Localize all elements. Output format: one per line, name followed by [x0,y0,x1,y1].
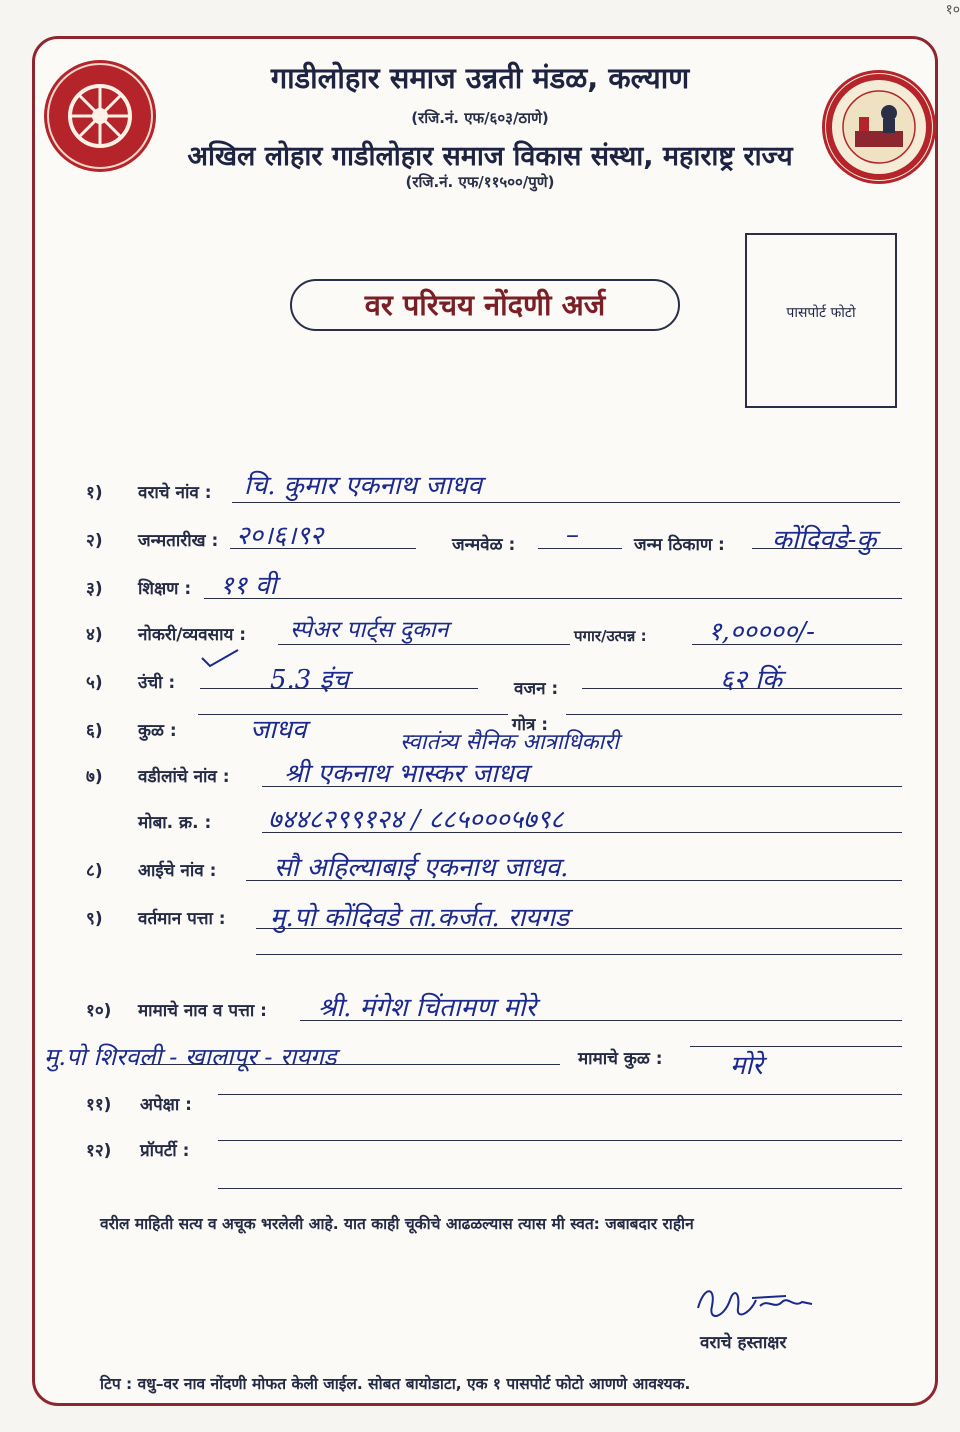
mobile-label: मोबा. क्र. : [138,813,212,833]
income-value: १,०००००/- [708,617,815,647]
maternal-clan-value: मोरे [730,1051,763,1081]
birth-date-label: जन्मतारीख : [138,531,219,551]
photo-box-label: पासपोर्ट फोटो [786,305,856,321]
birth-time-value: – [566,520,579,550]
occupation-value: स्पेअर पार्ट्स दुकान [290,617,449,643]
field-number: ६) [86,721,103,741]
address-line-2 [256,954,902,955]
groom-signature [690,1278,820,1328]
birth-place-value: कोंदिवडे-कु [772,525,877,555]
organization-name-2: अखिल लोहार गाडीलोहार समाज विकास संस्था, महाराष्ट्र राज्य [187,141,793,172]
occupation-label: नोकरी/व्यवसाय : [138,625,247,645]
maternal-uncle-address-value: मु.पो शिरवली - खालापूर - रायगड [44,1043,337,1071]
weight-value: ६२ किं [720,665,783,695]
clan-label: कुळ : [138,721,177,741]
maternal-clan-line [690,1046,902,1047]
father-name-label: वडीलांचे नांव : [138,767,230,787]
maternal-uncle-address-line [140,1064,560,1065]
groom-name-label: वराचे नांव : [138,483,212,503]
groom-name-value: चि. कुमार एकनाथ जाधव [244,471,482,501]
address-label: वर्तमान पत्ता : [138,909,226,929]
property-label: प्रॉपर्टी : [140,1141,190,1161]
mobile-value: ७४४८२९९१२४ / ८८५०००५७९८ [268,805,564,835]
groom-name-line [232,502,900,503]
field-number: ११) [86,1095,112,1115]
property-line [218,1140,902,1141]
field-number: १२) [86,1141,112,1161]
clan-value: जाधव [250,715,307,745]
gotra-label: गोत्र : [512,715,549,735]
education-line [204,598,902,599]
income-label: पगार/उत्पन्न : [574,627,647,645]
birth-time-line [538,548,622,549]
society-emblem-icon [822,70,936,184]
field-number: ९) [86,909,103,929]
property-line-2 [218,1188,902,1189]
field-number: १०) [86,1001,112,1021]
field-number: ८) [86,861,103,881]
occupation-line [278,644,570,645]
height-label: उंची : [138,673,176,693]
birth-place-label: जन्म ठिकाण : [634,535,725,555]
weight-label: वजन : [514,679,559,699]
maternal-clan-label: मामाचे कुळ : [578,1049,663,1069]
expectation-label: अपेक्षा : [140,1095,192,1115]
field-number: १) [86,483,103,503]
gotra-line [566,714,902,715]
expectation-line [218,1094,902,1095]
passport-photo-box [745,233,897,408]
mother-name-label: आईचे नांव : [138,861,217,881]
field-number: २) [86,531,103,551]
maternal-uncle-value: श्री. मंगेश चिंतामण मोरे [318,993,537,1023]
address-value: मु.पो कोंदिवडे ता.कर्जत. रायगड [270,903,569,933]
mother-name-value: सौ अहिल्याबाई एकनाथ जाधव. [274,853,569,883]
father-name-value: श्री एकनाथ भास्कर जाधव [284,759,529,789]
father-note-value: स्वातंत्र्य सैनिक आत्राधिकारी [400,730,619,755]
birth-date-value: २०।६।९२ [236,521,324,551]
wheel-seal-icon [44,60,156,172]
birth-time-label: जन्मवेळ : [452,535,516,555]
check-mark-icon [200,648,240,668]
maternal-uncle-label: मामाचे नाव व पत्ता : [138,1001,267,1021]
clan-line [198,714,508,715]
declaration-text: वरील माहिती सत्य व अचूक भरलेली आहे. यात काही चूकीचे आढळल्यास त्यास मी स्वत: जबाबदार राहीन [100,1215,694,1233]
page-number-mark: १० [945,2,960,18]
footer-tip: टिप : वधु–वर नाव नोंदणी मोफत केली जाईल. सोबत बायोडाटा, एक १ पासपोर्ट फोटो आणणे आवश्यक. [100,1375,691,1393]
education-label: शिक्षण : [138,579,192,599]
height-value: 5.3 इंच [270,665,349,695]
form-title: वर परिचय नोंदणी अर्ज [290,279,680,331]
organization-1-registration: (रजि.नं. एफ/६०३/ठाणे) [411,109,549,127]
field-number: ५) [86,673,103,693]
education-value: ११ वी [220,571,277,601]
field-number: ३) [86,579,103,599]
signature-label: वराचे हस्ताक्षर [700,1333,787,1353]
field-number: ४) [86,625,103,645]
organization-name-1: गाडीलोहार समाज उन्नती मंडळ, कल्याण [270,61,690,95]
field-number: ७) [86,767,103,787]
organization-2-registration: (रजि.नं. एफ/११५००/पुणे) [405,173,555,191]
